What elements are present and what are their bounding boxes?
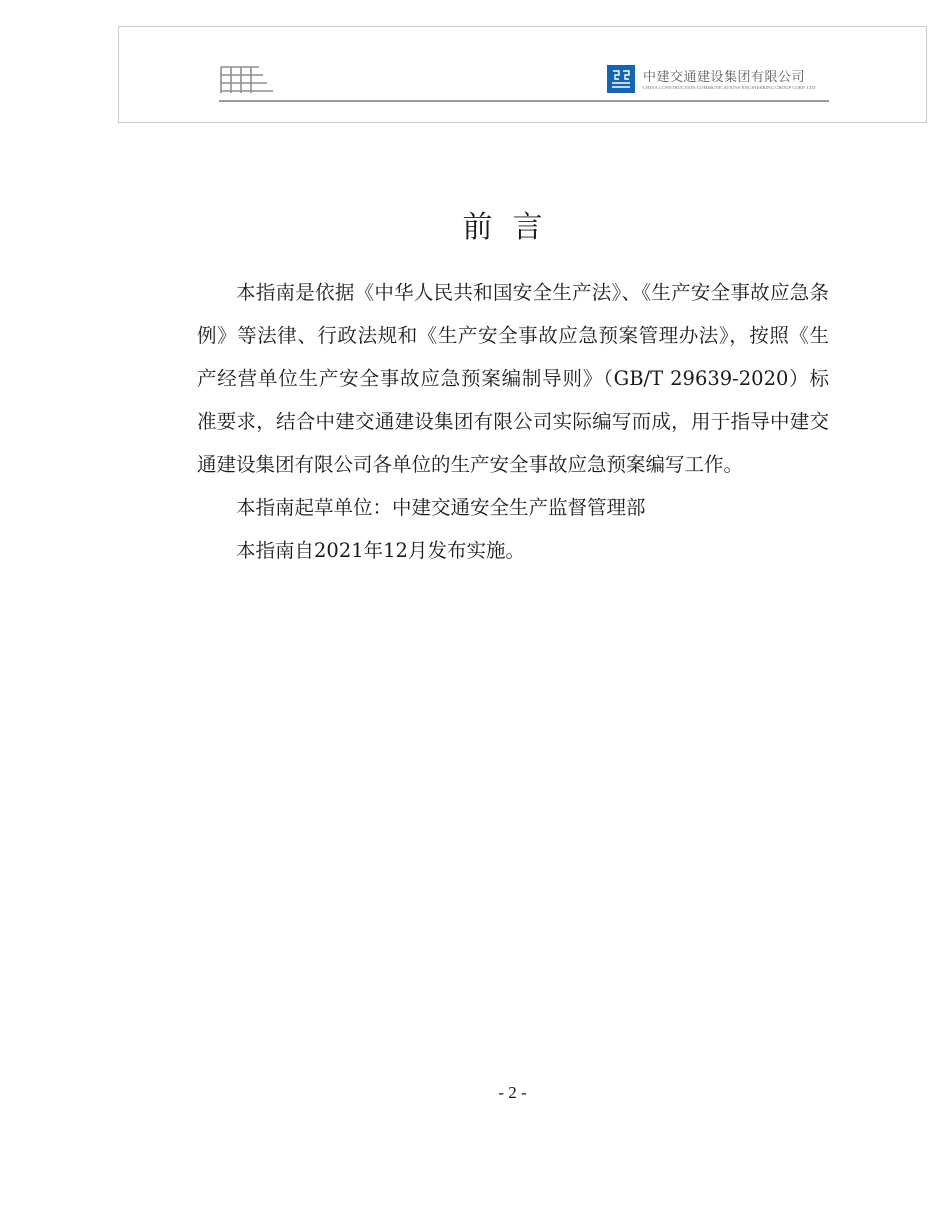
- preface-paragraph-effective-date: 本指南自2021年12月发布实施。: [236, 539, 525, 562]
- company-brand: [607, 65, 907, 97]
- company-name-en: CHINA CONSTRUCTION COMMUNICATIONS ENGINEERING GROUP CORP. LTD: [643, 85, 816, 90]
- page-title: 前言: [462, 210, 563, 245]
- header-divider: [219, 100, 829, 102]
- ccceg-logo-icon: [607, 65, 635, 93]
- page-number: - 2 -: [498, 1083, 527, 1102]
- ffff-stripes-logo-icon: [219, 63, 275, 95]
- preface-paragraph-drafter: 本指南起草单位：中建交通安全生产监督管理部: [236, 496, 646, 519]
- preface-paragraph-basis: 本指南是依据《中华人民共和国安全生产法》、《生产安全事故应急条例》等法律、行政法规和《生产安全事故应急预案管理办法》，按照《生产经营单位生产安全事故应急预案编制导则》（GB/T 29639-2020）标准要求，结合中建交通建设集团有限公司实际编写而成，用于指导中建交通建设集团有限公司各单位的生产安全事故应急预案编写工作。: [197, 281, 829, 476]
- company-name-cn: 中建交通建设集团有限公司: [643, 70, 806, 85]
- preface-body: [197, 271, 829, 572]
- page-header: [118, 26, 927, 123]
